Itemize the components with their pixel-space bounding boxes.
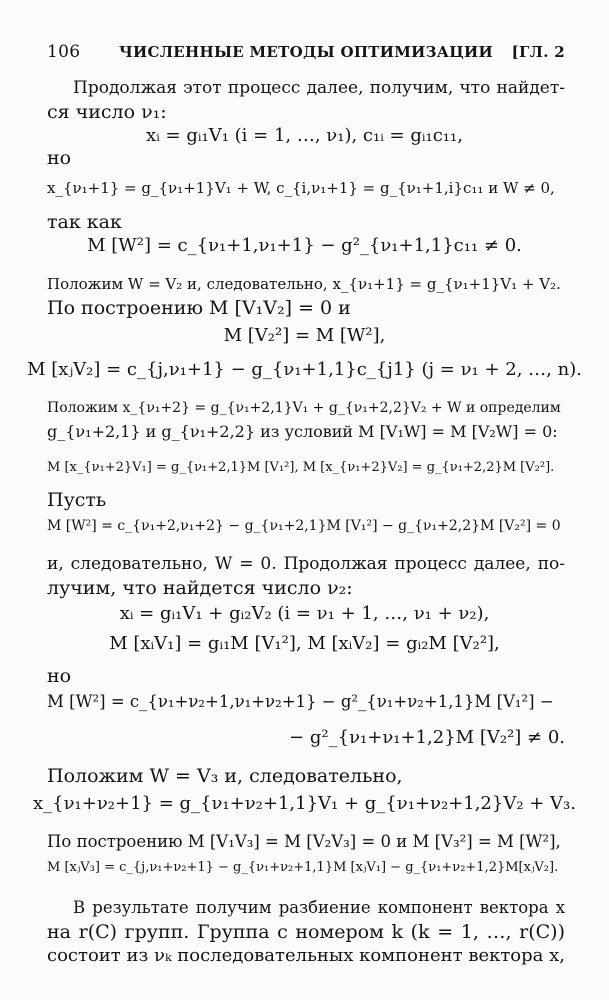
text-line: Положим W = V₂ и, следовательно, x_{ν₁+1} = g_{ν₁+1}V₁ + V₂. <box>47 275 561 293</box>
equation: − g²_{ν₁+ν₁+1,2}M [V₂²] ≠ 0. <box>289 727 565 748</box>
text-line: ся число ν₁: <box>47 101 167 123</box>
text-line: Пусть <box>47 489 107 511</box>
equation: M [W²] = c_{ν₁+1,ν₁+1} − g²_{ν₁+1,1}c₁₁ ≠ 0. <box>87 235 522 256</box>
equation: M [x_{ν₁+2}V₁] = g_{ν₁+2,1}M [V₁²], M [x_{ν₁+2}V₂] = g_{ν₁+2,2}M [V₂²]. <box>47 460 555 475</box>
equation: x_{ν₁+ν₂+1} = g_{ν₁+ν₂+1,1}V₁ + g_{ν₁+ν₂+1,2}V₂ + V₃. <box>33 793 576 814</box>
text-line: g_{ν₁+2,1} и g_{ν₁+2,2} из условий M [V₁W] = M [V₂W] = 0: <box>47 422 558 441</box>
chapter-label: [ГЛ. 2 <box>511 43 565 61</box>
equation: M [xᵢV₁] = gᵢ₁M [V₁²], M [xᵢV₂] = gᵢ₂M [V₂²], <box>109 633 500 654</box>
equation: M [W²] = c_{ν₁+ν₂+1,ν₁+ν₂+1} − g²_{ν₁+ν₂+1,1}M [V₁²] − <box>47 692 554 711</box>
text-line: По построению M [V₁V₃] = M [V₂V₃] = 0 и M [V₃²] = M [W²], <box>47 832 561 851</box>
text-line: Положим W = V₃ и, следовательно, <box>47 765 403 787</box>
text-line: но <box>47 147 72 169</box>
equation: xᵢ = gᵢ₁V₁ + gᵢ₂V₂ (i = ν₁ + 1, …, ν₁ + ν₂), <box>119 603 490 624</box>
text-line: По построению M [V₁V₂] = 0 и <box>47 297 351 319</box>
page-number: 106 <box>47 42 81 62</box>
equation: xᵢ = gᵢ₁V₁ (i = 1, …, ν₁), c₁ᵢ = gᵢ₁c₁₁, <box>146 125 463 146</box>
text-line: на r(C) групп. Группа с номером k (k = 1, …, r(C)) <box>47 921 565 943</box>
equation: x_{ν₁+1} = g_{ν₁+1}V₁ + W, c_{i,ν₁+1} = g_{ν₁+1,i}c₁₁ и W ≠ 0, <box>47 179 555 197</box>
equation: M [xⱼV₃] = c_{j,ν₁+ν₂+1} − g_{ν₁+ν₂+1,1}M [xⱼV₁] − g_{ν₁+ν₂+1,2}M[xⱼV₂]. <box>47 860 559 875</box>
text-line: но <box>47 665 72 687</box>
text-line: и, следовательно, W = 0. Продолжая процесс далее, по- <box>47 554 565 574</box>
equation: M [W²] = c_{ν₁+2,ν₁+2} − g_{ν₁+2,1}M [V₁²] − g_{ν₁+2,2}M [V₂²] = 0 <box>47 518 561 534</box>
running-title: ЧИСЛЕННЫЕ МЕТОДЫ ОПТИМИЗАЦИИ <box>119 43 493 61</box>
equation: M [V₂²] = M [W²], <box>223 325 386 346</box>
equation: M [xⱼV₂] = c_{j,ν₁+1} − g_{ν₁+1,1}c_{j1} (j = ν₁ + 2, …, n). <box>27 359 582 380</box>
text-line: состоит из νₖ последовательных компонент вектора x, <box>47 945 565 966</box>
text-line: так как <box>47 211 122 233</box>
text-line: В результате получим разбиение компонент вектора x <box>73 898 565 917</box>
text-line: лучим, что найдется число ν₂: <box>47 577 353 599</box>
text-line: Положим x_{ν₁+2} = g_{ν₁+2,1}V₁ + g_{ν₁+2,2}V₂ + W и определим <box>47 400 561 416</box>
text-line: Продолжая этот процесс далее, получим, что найдет- <box>73 78 565 98</box>
